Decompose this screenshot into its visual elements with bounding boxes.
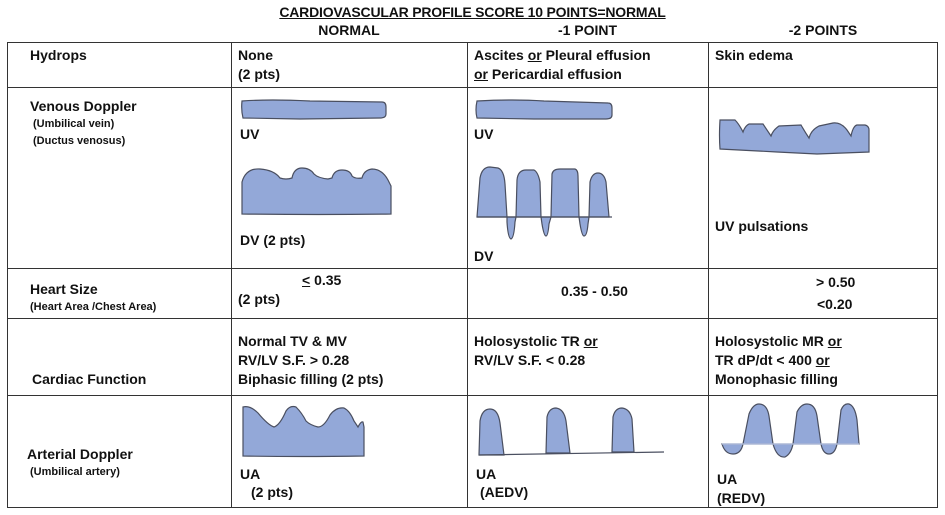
heart-size-minus2-high: > 0.50: [816, 274, 856, 290]
table-border-bottom: [7, 507, 938, 508]
venous-doppler-sub1: (Umbilical vein): [33, 118, 115, 130]
cardiac-minus1-line1: Holosystolic TR or: [474, 333, 598, 349]
uv-minus1-waveform: [474, 98, 618, 122]
table-border-left: [7, 42, 8, 508]
cardiac-normal-line3: Biphasic filling (2 pts): [238, 371, 384, 387]
dv-minus1-waveform: [474, 164, 620, 244]
heart-size-minus2-low: <0.20: [817, 296, 853, 312]
cardiac-minus2: [715, 332, 842, 389]
cardiac-minus1-line2: RV/LV S.F. < 0.28: [474, 352, 586, 368]
page-title: CARDIOVASCULAR PROFILE SCORE 10 POINTS=NORMAL: [279, 4, 666, 20]
heart-size-title: Heart Size: [30, 281, 98, 297]
cardiac-minus2-line2: TR dP/dt < 400 or: [715, 352, 830, 368]
venous-doppler-sub2: (Ductus venosus): [33, 135, 126, 147]
column-header-minus-1: -1 POINT: [557, 22, 618, 38]
heart-size-normal-pts: (2 pts): [238, 291, 280, 307]
uv-pulsations-waveform: [717, 116, 883, 156]
row-divider: [7, 87, 938, 88]
hydrops-normal-pts: (2 pts): [238, 66, 280, 82]
cardiac-normal-line1: Normal TV & MV: [238, 333, 347, 349]
uv-normal-label: UV: [240, 126, 260, 142]
arterial-doppler-sub: (Umbilical artery): [30, 466, 120, 478]
row-divider: [7, 318, 938, 319]
venous-doppler-title: Venous Doppler: [30, 98, 137, 114]
heart-size-sub: (Heart Area /Chest Area): [30, 301, 157, 313]
cardiac-minus2-line1: Holosystolic MR or: [715, 333, 842, 349]
hydrops-minus1: [474, 46, 651, 84]
cardiac-normal: [238, 332, 383, 389]
hydrops-normal: [238, 46, 280, 84]
dv-minus1-label: DV: [474, 248, 494, 264]
score-table: [7, 42, 938, 508]
uv-normal-waveform: [240, 98, 390, 122]
ua-aedv-label: UA: [476, 466, 497, 482]
row-label-heart-size: [30, 280, 156, 316]
column-header-minus-2: -2 POINTS: [788, 22, 858, 38]
column-header-normal: NORMAL: [318, 22, 380, 38]
row-label-cardiac-function: Cardiac Function: [32, 371, 147, 387]
column-divider: [231, 42, 232, 508]
hydrops-normal-line1: None: [238, 47, 273, 63]
ua-redv-waveform: [717, 402, 897, 472]
ua-aedv-note: (AEDV): [480, 484, 529, 500]
table-border-right: [937, 42, 938, 508]
heart-size-minus1: 0.35 - 0.50: [561, 283, 628, 299]
dv-normal-waveform: [240, 166, 396, 216]
uv-pulsations-label: UV pulsations: [715, 218, 809, 234]
row-label-venous-doppler: [30, 97, 137, 150]
ua-redv-note: (REDV): [717, 490, 766, 506]
ua-redv-label: UA: [717, 471, 738, 487]
heart-size-normal-value: < 0.35: [302, 272, 342, 288]
column-divider: [467, 42, 468, 508]
ua-normal-pts: (2 pts): [251, 484, 293, 500]
cardiac-minus2-line3: Monophasic filling: [715, 371, 838, 387]
row-divider: [7, 268, 938, 269]
hydrops-minus2: Skin edema: [715, 47, 793, 63]
row-divider: [7, 395, 938, 396]
ua-normal-label: UA: [240, 466, 261, 482]
ua-normal-waveform: [240, 403, 400, 461]
uv-minus1-label: UV: [474, 126, 494, 142]
column-divider: [708, 42, 709, 508]
table-border-top: [7, 42, 938, 43]
dv-normal-label: DV (2 pts): [240, 232, 306, 248]
hydrops-minus1-line1: Ascites or Pleural effusion: [474, 47, 651, 63]
row-label-hydrops: Hydrops: [30, 47, 87, 63]
row-label-arterial-doppler: [27, 445, 133, 481]
ua-aedv-waveform: [474, 405, 674, 461]
cardiac-normal-line2: RV/LV S.F. > 0.28: [238, 352, 350, 368]
hydrops-minus1-line2: or Pericardial effusion: [474, 66, 622, 82]
arterial-doppler-title: Arterial Doppler: [27, 446, 133, 462]
cardiac-minus1: [474, 332, 598, 370]
